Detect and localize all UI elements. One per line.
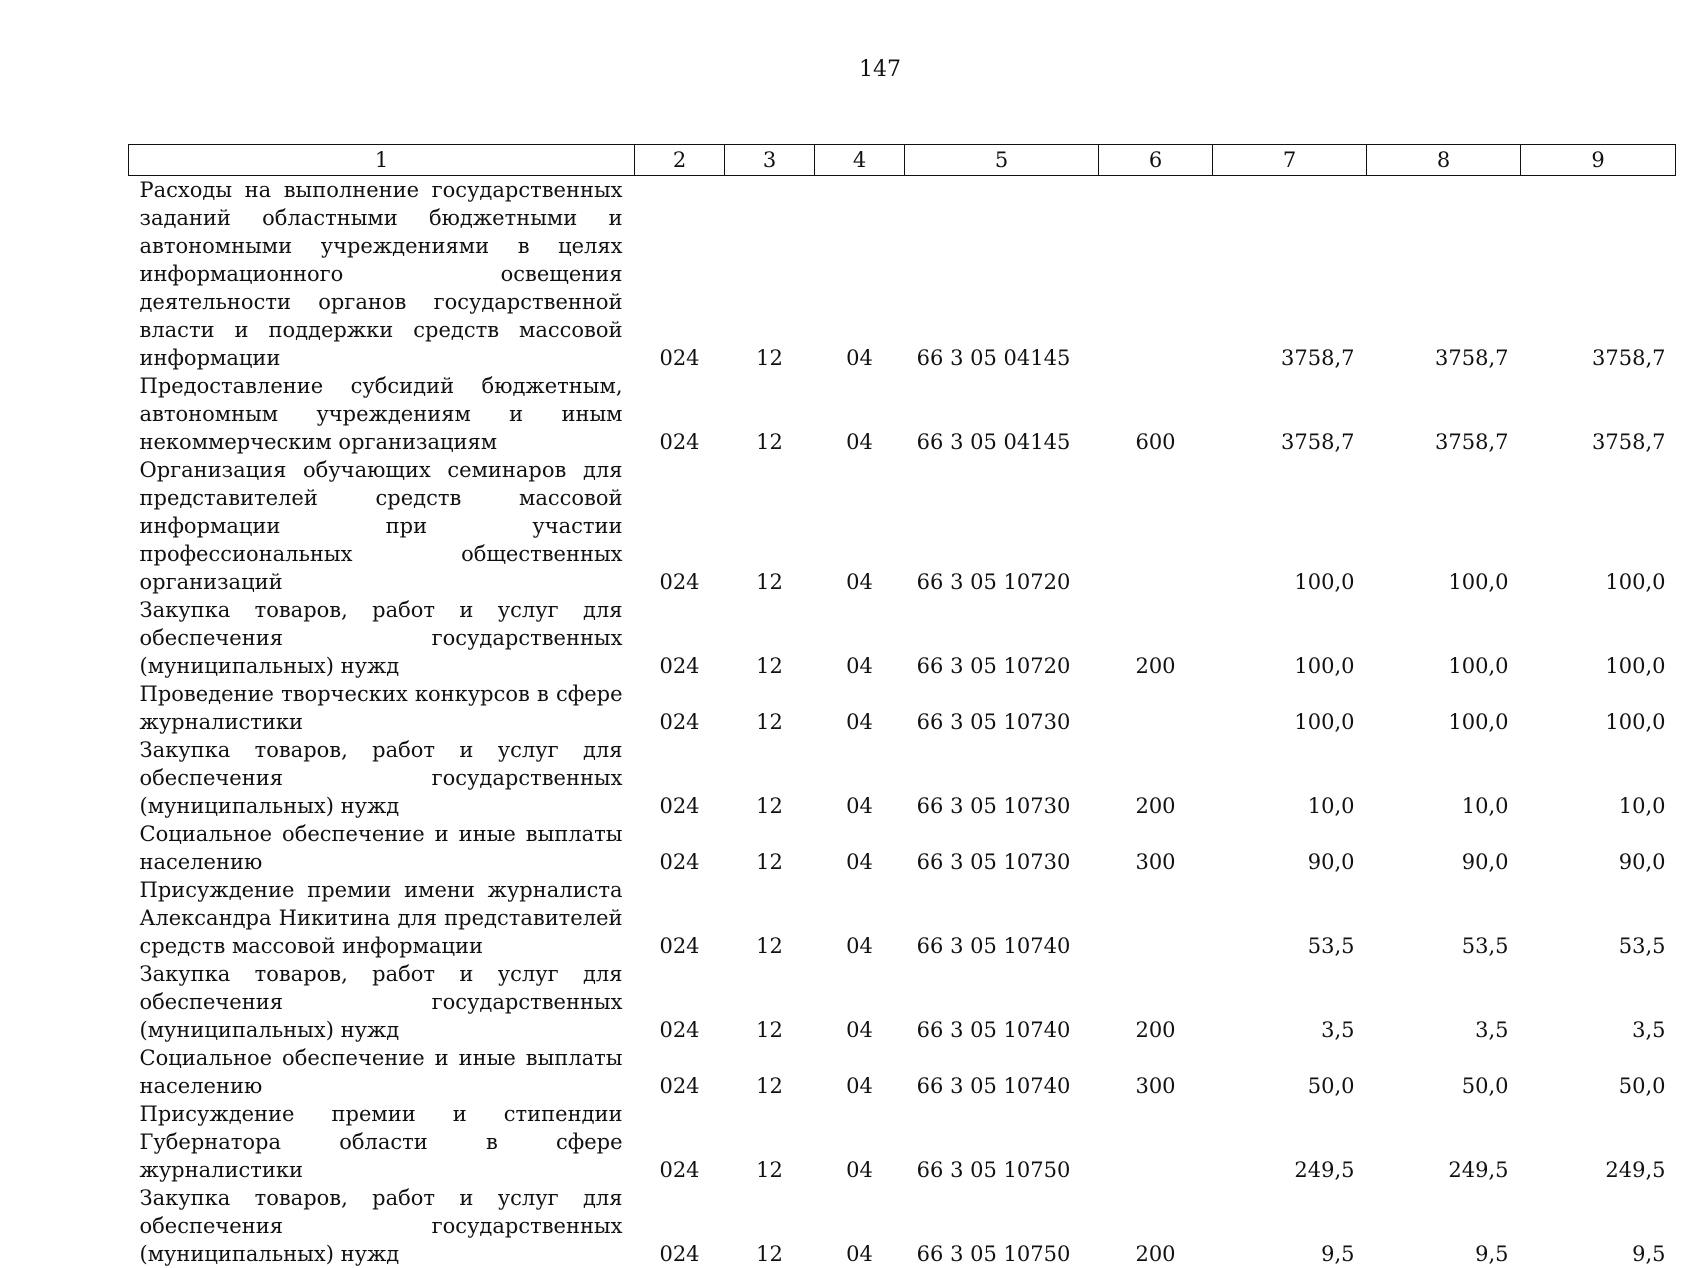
cell-rz: 12 bbox=[725, 736, 815, 820]
table-row bbox=[129, 820, 1676, 876]
row-name: Социальное обеспечение и иные выплаты населению bbox=[129, 820, 635, 876]
cell-rz: 12 bbox=[725, 820, 815, 876]
cell-sum-8: 3758,7 bbox=[1367, 176, 1521, 373]
cell-ved: 024 bbox=[635, 596, 725, 680]
cell-rz: 12 bbox=[725, 456, 815, 596]
cell-vr: 300 bbox=[1099, 1044, 1213, 1100]
cell-ved: 024 bbox=[635, 876, 725, 960]
cell-sum-7: 9,5 bbox=[1213, 1184, 1367, 1268]
cell-rz: 12 bbox=[725, 1044, 815, 1100]
cell-ved: 024 bbox=[635, 680, 725, 736]
cell-pr: 04 bbox=[815, 596, 905, 680]
cell-ved: 024 bbox=[635, 820, 725, 876]
cell-csr: 66 3 05 10740 bbox=[905, 960, 1099, 1044]
cell-pr: 04 bbox=[815, 456, 905, 596]
cell-sum-7: 100,0 bbox=[1213, 680, 1367, 736]
header-col-6: 6 bbox=[1099, 145, 1213, 176]
cell-csr: 66 3 05 10730 bbox=[905, 736, 1099, 820]
cell-vr: 200 bbox=[1099, 1184, 1213, 1268]
cell-ved: 024 bbox=[635, 1044, 725, 1100]
cell-sum-7: 50,0 bbox=[1213, 1044, 1367, 1100]
cell-sum-7: 3,5 bbox=[1213, 960, 1367, 1044]
cell-sum-9: 10,0 bbox=[1521, 736, 1676, 820]
cell-pr: 04 bbox=[815, 1184, 905, 1268]
header-col-7: 7 bbox=[1213, 145, 1367, 176]
table-row bbox=[129, 1100, 1676, 1184]
cell-rz: 12 bbox=[725, 876, 815, 960]
cell-vr: 200 bbox=[1099, 736, 1213, 820]
cell-sum-8: 100,0 bbox=[1367, 456, 1521, 596]
cell-rz: 12 bbox=[725, 680, 815, 736]
cell-sum-8: 10,0 bbox=[1367, 736, 1521, 820]
row-name: Закупка товаров, работ и услуг для обеспечения государственных (муниципальных) нужд bbox=[129, 960, 635, 1044]
table-row bbox=[129, 680, 1676, 736]
table-row bbox=[129, 876, 1676, 960]
cell-rz: 12 bbox=[725, 1184, 815, 1268]
cell-sum-7: 100,0 bbox=[1213, 596, 1367, 680]
cell-ved: 024 bbox=[635, 456, 725, 596]
cell-sum-9: 100,0 bbox=[1521, 596, 1676, 680]
cell-vr bbox=[1099, 680, 1213, 736]
cell-csr: 66 3 05 10750 bbox=[905, 1184, 1099, 1268]
cell-pr: 04 bbox=[815, 680, 905, 736]
cell-rz: 12 bbox=[725, 960, 815, 1044]
cell-sum-8: 3,5 bbox=[1367, 960, 1521, 1044]
header-col-2: 2 bbox=[635, 145, 725, 176]
cell-csr: 66 3 05 04145 bbox=[905, 372, 1099, 456]
cell-sum-8: 9,5 bbox=[1367, 1184, 1521, 1268]
cell-ved: 024 bbox=[635, 372, 725, 456]
cell-sum-7: 100,0 bbox=[1213, 456, 1367, 596]
cell-ved: 024 bbox=[635, 736, 725, 820]
cell-pr: 04 bbox=[815, 1100, 905, 1184]
header-col-5: 5 bbox=[905, 145, 1099, 176]
cell-vr: 600 bbox=[1099, 372, 1213, 456]
row-name: Социальное обеспечение и иные выплаты населению bbox=[129, 1044, 635, 1100]
cell-sum-9: 100,0 bbox=[1521, 456, 1676, 596]
table-body bbox=[129, 176, 1676, 1268]
header-col-4: 4 bbox=[815, 145, 905, 176]
cell-sum-7: 10,0 bbox=[1213, 736, 1367, 820]
cell-sum-8: 100,0 bbox=[1367, 680, 1521, 736]
cell-sum-9: 249,5 bbox=[1521, 1100, 1676, 1184]
header-row bbox=[129, 145, 1676, 176]
header-col-1: 1 bbox=[129, 145, 635, 176]
row-name: Закупка товаров, работ и услуг для обеспечения государственных (муниципальных) нужд bbox=[129, 1184, 635, 1268]
cell-sum-8: 100,0 bbox=[1367, 596, 1521, 680]
cell-sum-8: 3758,7 bbox=[1367, 372, 1521, 456]
cell-vr: 300 bbox=[1099, 820, 1213, 876]
table-header bbox=[129, 145, 1676, 176]
table-row bbox=[129, 736, 1676, 820]
header-col-8: 8 bbox=[1367, 145, 1521, 176]
table-row bbox=[129, 1184, 1676, 1268]
cell-csr: 66 3 05 10730 bbox=[905, 820, 1099, 876]
cell-sum-9: 100,0 bbox=[1521, 680, 1676, 736]
table-row bbox=[129, 960, 1676, 1044]
cell-rz: 12 bbox=[725, 1100, 815, 1184]
cell-ved: 024 bbox=[635, 176, 725, 373]
cell-pr: 04 bbox=[815, 1044, 905, 1100]
table-row bbox=[129, 1044, 1676, 1100]
cell-vr bbox=[1099, 1100, 1213, 1184]
row-name: Расходы на выполнение государственных заданий областными бюджетными и автономными учреждениями в целях информационного освещения деятельности органов государственной власти и поддержки средств массовой информации bbox=[129, 176, 635, 373]
cell-rz: 12 bbox=[725, 596, 815, 680]
row-name: Закупка товаров, работ и услуг для обеспечения государственных (муниципальных) нужд bbox=[129, 736, 635, 820]
cell-sum-7: 53,5 bbox=[1213, 876, 1367, 960]
page-number: 147 bbox=[0, 56, 1697, 84]
cell-pr: 04 bbox=[815, 820, 905, 876]
cell-vr: 200 bbox=[1099, 596, 1213, 680]
cell-csr: 66 3 05 04145 bbox=[905, 176, 1099, 373]
cell-sum-8: 53,5 bbox=[1367, 876, 1521, 960]
cell-vr bbox=[1099, 876, 1213, 960]
cell-vr bbox=[1099, 456, 1213, 596]
cell-sum-7: 3758,7 bbox=[1213, 372, 1367, 456]
cell-sum-9: 53,5 bbox=[1521, 876, 1676, 960]
cell-ved: 024 bbox=[635, 1184, 725, 1268]
budget-table bbox=[128, 144, 1676, 1268]
row-name: Проведение творческих конкурсов в сфере журналистики bbox=[129, 680, 635, 736]
header-col-3: 3 bbox=[725, 145, 815, 176]
cell-sum-8: 90,0 bbox=[1367, 820, 1521, 876]
cell-sum-9: 9,5 bbox=[1521, 1184, 1676, 1268]
cell-sum-9: 50,0 bbox=[1521, 1044, 1676, 1100]
header-col-9: 9 bbox=[1521, 145, 1676, 176]
cell-csr: 66 3 05 10730 bbox=[905, 680, 1099, 736]
cell-csr: 66 3 05 10750 bbox=[905, 1100, 1099, 1184]
row-name: Предоставление субсидий бюджетным, автономным учреждениям и иным некоммерческим организациям bbox=[129, 372, 635, 456]
cell-pr: 04 bbox=[815, 176, 905, 373]
cell-sum-8: 249,5 bbox=[1367, 1100, 1521, 1184]
cell-csr: 66 3 05 10740 bbox=[905, 1044, 1099, 1100]
row-name: Организация обучающих семинаров для представителей средств массовой информации при участии профессиональных общественных организаций bbox=[129, 456, 635, 596]
cell-sum-9: 3758,7 bbox=[1521, 372, 1676, 456]
cell-sum-7: 249,5 bbox=[1213, 1100, 1367, 1184]
table-row bbox=[129, 176, 1676, 373]
cell-sum-9: 3,5 bbox=[1521, 960, 1676, 1044]
cell-ved: 024 bbox=[635, 1100, 725, 1184]
cell-rz: 12 bbox=[725, 176, 815, 373]
cell-ved: 024 bbox=[635, 960, 725, 1044]
cell-sum-9: 90,0 bbox=[1521, 820, 1676, 876]
cell-csr: 66 3 05 10740 bbox=[905, 876, 1099, 960]
cell-rz: 12 bbox=[725, 372, 815, 456]
cell-pr: 04 bbox=[815, 736, 905, 820]
table-row bbox=[129, 456, 1676, 596]
cell-sum-9: 3758,7 bbox=[1521, 176, 1676, 373]
table-row bbox=[129, 596, 1676, 680]
table-row bbox=[129, 372, 1676, 456]
row-name: Присуждение премии имени журналиста Александра Никитина для представителей средств массовой информации bbox=[129, 876, 635, 960]
cell-csr: 66 3 05 10720 bbox=[905, 456, 1099, 596]
cell-sum-8: 50,0 bbox=[1367, 1044, 1521, 1100]
cell-sum-7: 90,0 bbox=[1213, 820, 1367, 876]
cell-pr: 04 bbox=[815, 960, 905, 1044]
cell-vr bbox=[1099, 176, 1213, 373]
cell-vr: 200 bbox=[1099, 960, 1213, 1044]
cell-pr: 04 bbox=[815, 372, 905, 456]
cell-pr: 04 bbox=[815, 876, 905, 960]
cell-sum-7: 3758,7 bbox=[1213, 176, 1367, 373]
cell-csr: 66 3 05 10720 bbox=[905, 596, 1099, 680]
row-name: Закупка товаров, работ и услуг для обеспечения государственных (муниципальных) нужд bbox=[129, 596, 635, 680]
row-name: Присуждение премии и стипендии Губернатора области в сфере журналистики bbox=[129, 1100, 635, 1184]
